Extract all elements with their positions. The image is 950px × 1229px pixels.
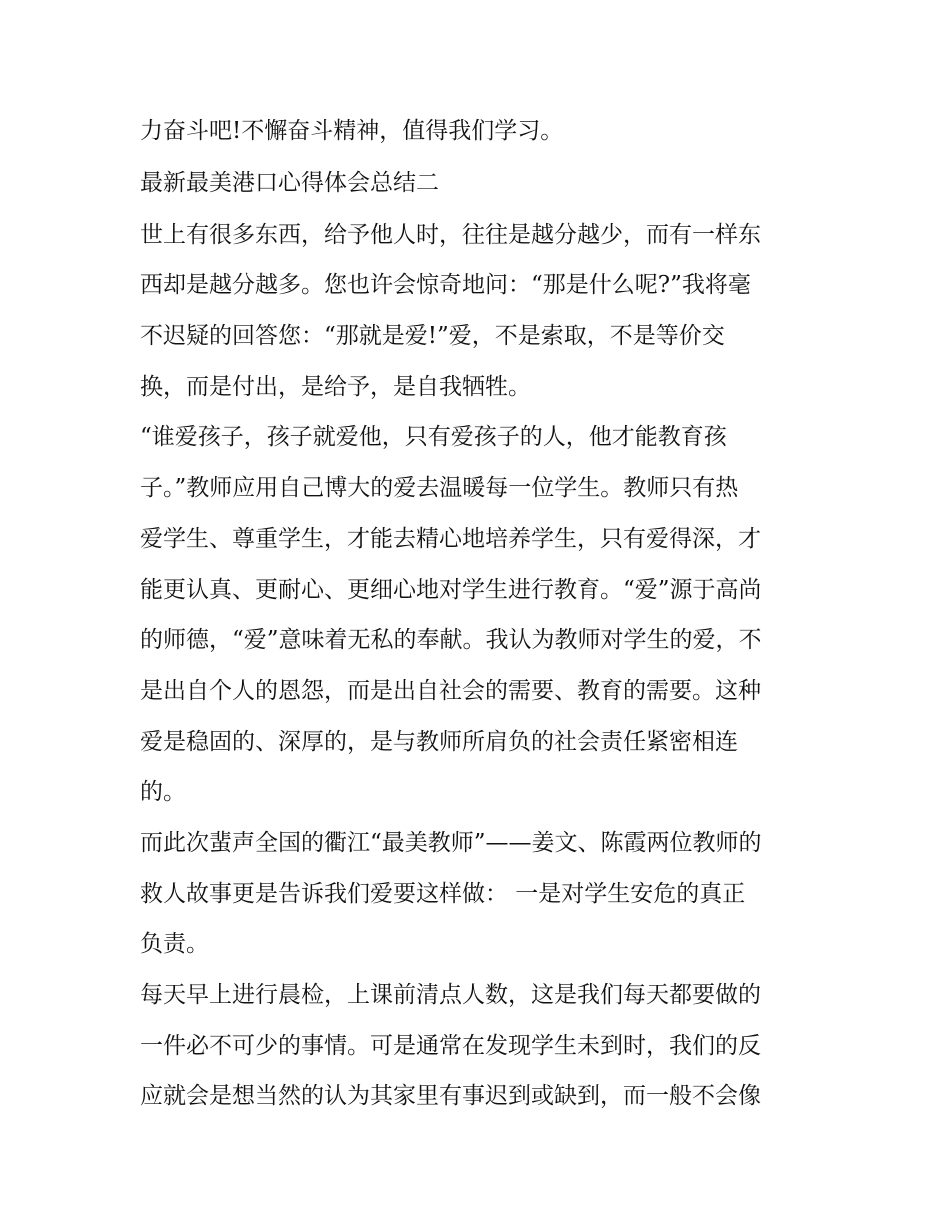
text-line: 救人故事更是告诉我们爱要这样做： 一是对学生安危的真正	[140, 880, 746, 907]
document-body	[140, 106, 820, 1122]
text-line: 西却是越分越多。您也许会惊奇地问：“那是什么呢?”我将毫	[140, 272, 751, 299]
text-line: 一件必不可少的事情。可是通常在发现学生未到时，我们的反	[140, 1032, 761, 1059]
text-line: 是出自个人的恩怨，而是出自社会的需要、教育的需要。这种	[140, 677, 761, 704]
text-line: 负责。	[140, 931, 209, 958]
text-line: 能更认真、更耐心、更细心地对学生进行教育。“爱”源于高尚	[140, 576, 762, 603]
section-title: 最新最美港口心得体会总结二	[140, 169, 439, 196]
text-line: 的。	[140, 779, 186, 806]
text-line: 不迟疑的回答您：“那就是爱!”爱，不是索取，不是等价交	[140, 323, 725, 350]
text-line: 的师德，“爱”意味着无私的奉献。我认为教师对学生的爱，不	[140, 627, 762, 654]
text-line: 力奋斗吧!不懈奋斗精神，值得我们学习。	[140, 118, 564, 144]
text-line: 每天早上进行晨检，上课前清点人数，这是我们每天都要做的	[140, 982, 761, 1008]
text-line: 爱学生、尊重学生，才能去精心地培养学生，只有爱得深，才	[140, 525, 761, 552]
text-line: 子。”教师应用自己博大的爱去温暖每一位学生。教师只有热	[140, 475, 739, 502]
text-line: “谁爱孩子，孩子就爱他，只有爱孩子的人，他才能教育孩	[140, 424, 727, 451]
text-line: 而此次蜚声全国的衢江“最美教师”——姜文、陈霞两位教师的	[140, 829, 762, 856]
text-line: 应就会是想当然的认为其家里有事迟到或缺到，而一般不会像	[140, 1083, 761, 1110]
text-line: 爱是稳固的、深厚的，是与教师所肩负的社会责任紧密相连	[140, 728, 738, 755]
text-line: 世上有很多东西，给予他人时，往往是越分越少，而有一样东	[140, 221, 761, 248]
text-line: 换，而是付出，是给予，是自我牺牲。	[140, 373, 531, 400]
